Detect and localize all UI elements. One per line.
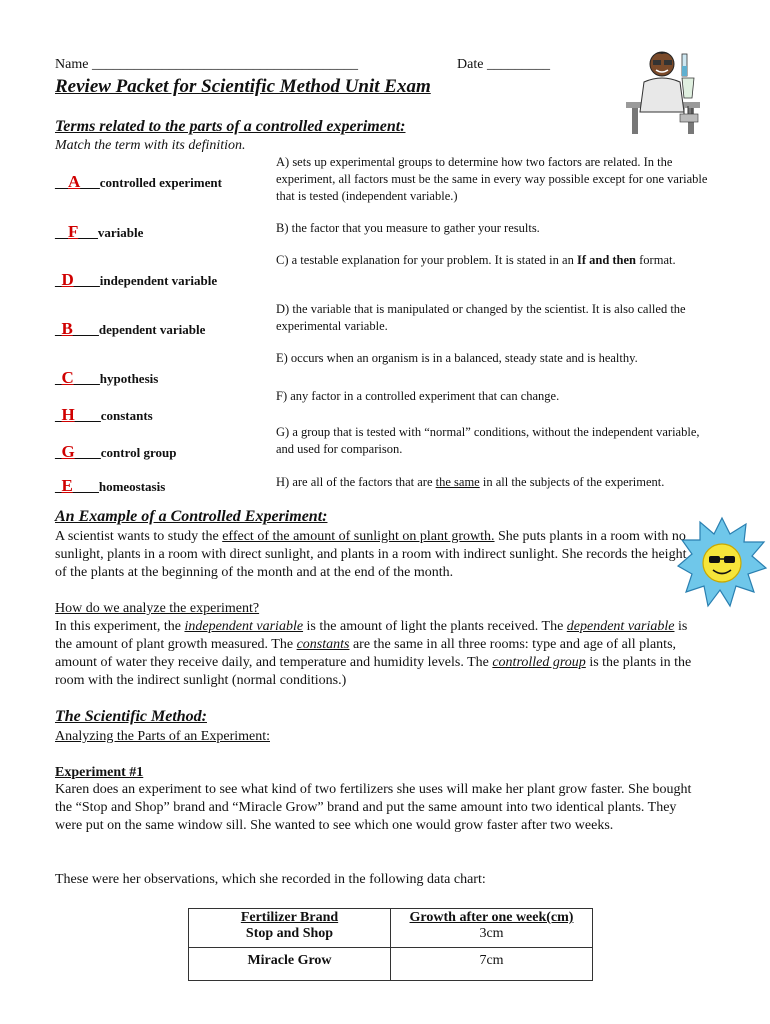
term-label: independent variable [99,273,218,288]
term-row [55,222,143,242]
definition-c: C) a testable explanation for your problem. It is stated in an If and then format. [276,253,676,267]
experiment-title: Experiment #1 [55,765,144,780]
table-cell-brand: Miracle Grow [189,948,391,981]
term-label: hypothesis [99,371,159,386]
term-label: homeostasis [98,479,166,494]
table-cell-brand: Stop and Shop [245,926,334,941]
table-cell [189,909,391,948]
term-row [55,270,217,290]
answer-letter: A [68,172,81,191]
experiment-description: Karen does an experiment to see what kind of two fertilizers she uses will make her plant grow faster. She bought the “Stop and Shop” brand and “Miracle Grow” brand and put the same amount into two identical plants. They were put on the same window sill. She wanted to see which one would grow faster after two weeks. [55,782,692,833]
terms-heading: Terms related to the parts of a controlled experiment: [55,118,406,135]
column-header-growth: Growth after one week(cm) [409,910,574,925]
term-label: variable [97,225,144,240]
name-label: Name [55,57,89,72]
definition-g: G) a group that is tested with “normal” conditions, without the independent variable, and used for comparison. [276,425,700,456]
term-row [55,476,165,496]
data-chart-table [188,908,593,981]
term-label: control group [100,445,177,460]
definition-d: D) the variable that is manipulated or changed by the scientist. It is also called the experimental variable. [276,302,686,333]
answer-blank[interactable]: _B____ [55,319,99,338]
answer-blank[interactable]: __A___ [55,172,100,191]
answer-letter: F [68,222,79,241]
page-title: Review Packet for Scientific Method Unit Exam [55,76,431,97]
example-paragraph: A scientist wants to study the effect of the amount of sunlight on plant growth. She puts plants in a room with no sunlight, plants in a room with direct sunlight, and plants in a room with indirect sunlight. She records the height of the plants at the beginning of the month and at the end of the month. [55,529,687,580]
term-label: controlled experiment [99,175,222,190]
method-heading: The Scientific Method: [55,708,207,725]
definition-b: B) the factor that you measure to gather your results. [276,221,540,235]
terms-instruction: Match the term with its definition. [55,138,246,153]
column-header-brand: Fertilizer Brand [240,910,339,925]
answer-blank[interactable]: _G____ [55,442,101,461]
answer-blank[interactable]: _E____ [55,476,99,495]
analysis-question: How do we analyze the experiment? [55,601,260,616]
answer-blank[interactable]: _D____ [55,270,100,289]
observations-text: These were her observations, which she recorded in the following data chart: [55,872,486,887]
table-row [189,948,593,981]
scientist-clipart [622,42,704,138]
table-cell-growth: 3cm [479,926,504,941]
name-field-line [55,57,358,73]
definition-a: A) sets up experimental groups to determine how two factors are related. In the experiment, all factors must be the same in every way possible except for one variable that is tested (independent variable.) [276,155,708,203]
table-header-row [189,909,593,948]
term-label: dependent variable [98,322,206,337]
definition-h: H) are all of the factors that are the same in all the subjects of the experiment. [276,475,665,489]
term-row [55,368,158,388]
answer-letter: H [61,405,75,424]
answer-blank[interactable]: _C____ [55,368,100,387]
answer-letter: B [61,319,73,338]
date-blank[interactable]: _________ [486,57,550,72]
example-heading: An Example of a Controlled Experiment: [55,508,328,525]
table-cell-growth: 7cm [391,948,593,981]
definition-f: F) any factor in a controlled experiment that can change. [276,389,560,403]
table-cell [391,909,593,948]
term-label: constants [100,408,153,423]
method-subheading: Analyzing the Parts of an Experiment: [55,729,270,744]
term-row [55,319,205,339]
answer-letter: D [61,270,74,289]
definition-e: E) occurs when an organism is in a balanced, steady state and is healthy. [276,351,638,365]
answer-letter: C [61,368,74,387]
term-row [55,405,153,425]
analysis-paragraph: In this experiment, the independent variable is the amount of light the plants received. The dependent variable is the amount of plant growth measured. The constants are the same in all three rooms: type and age of all plants, amount of water they receive daily, and temperature and humidity levels. The controlled group is the plants in the room with the indirect sunlight (normal conditions.) [55,619,692,688]
date-label: Date [457,57,484,72]
date-field-line [457,57,550,73]
answer-blank[interactable]: _H____ [55,405,101,424]
term-row [55,172,222,192]
term-row [55,442,176,462]
answer-letter: G [61,442,75,461]
name-blank[interactable]: ______________________________________ [91,57,358,72]
answer-blank[interactable]: __F___ [55,222,98,241]
answer-letter: E [61,476,73,495]
